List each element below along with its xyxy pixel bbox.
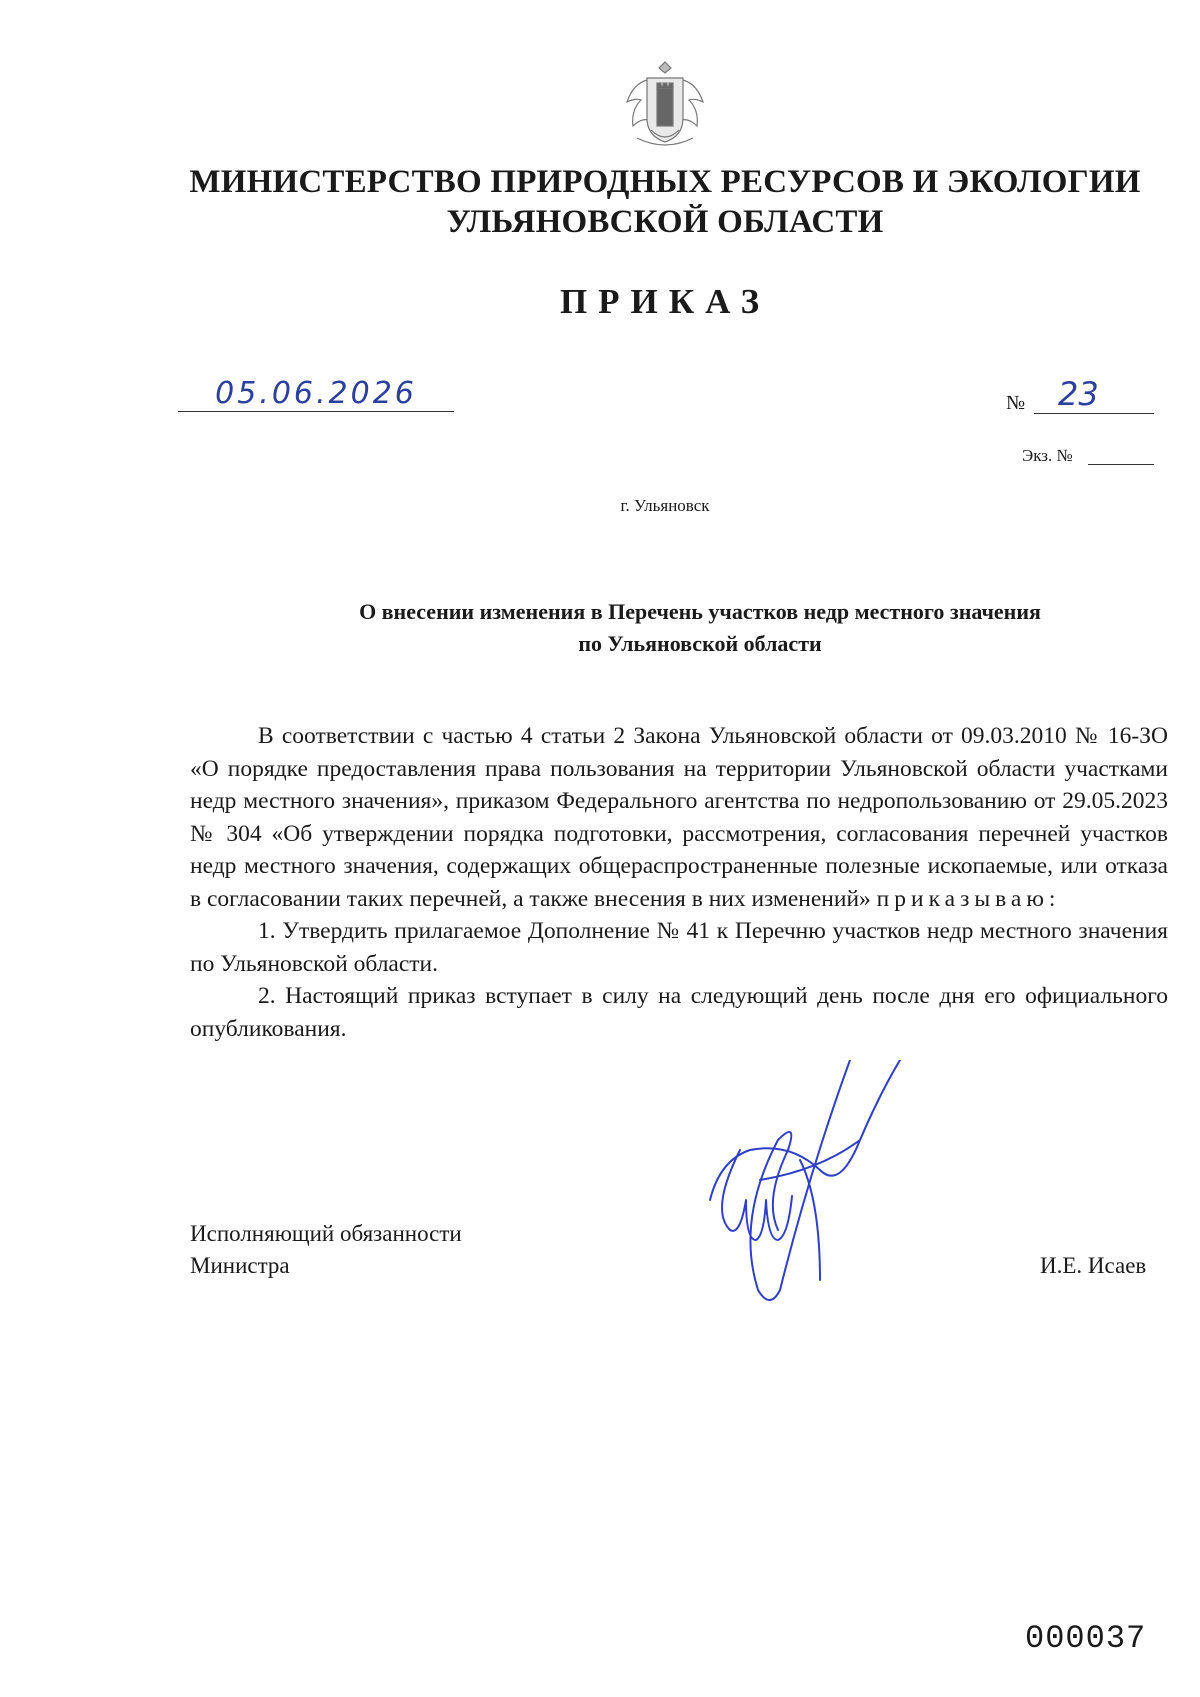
preamble-text: В соответствии с частью 4 статьи 2 Закона Ульяновской области от 09.03.2010 № 16-ЗО «О порядке предоставления права пользования на территории Ульяновской области участками недр местного значения», приказом Федерального агентства по недропользованию от 29.05.2023 № 304 «Об утверждении порядка подготовки, рассмотрения, согласования перечней участков недр местного значения, содержащих общераспространенные полезные ископаемые, или отказа в согласовании таких перечней, а также внесения в них изменений» — [190, 723, 1168, 912]
order-number-sign: № — [1006, 392, 1026, 414]
order-date: 05.06.2026 — [215, 376, 417, 411]
document-type-title: ПРИКАЗ — [559, 282, 771, 321]
order-date-field — [178, 377, 454, 412]
order-body — [190, 720, 1168, 1045]
copy-number-label: Экз. № — [1022, 446, 1073, 465]
order-subject-line1: О внесении изменения в Перечень участков недр местного значения — [359, 599, 1041, 624]
document-serial-number: 000037 — [1025, 1620, 1147, 1657]
preamble-paragraph — [190, 720, 1168, 915]
order-item-1: 1. Утвердить прилагаемое Дополнение № 41 к Перечню участков недр местного значения по Ульяновской области. — [190, 918, 1168, 977]
signer-position-line2: Министра — [190, 1253, 290, 1278]
ministry-name-line2: УЛЬЯНОВСКОЙ ОБЛАСТИ — [446, 204, 884, 240]
signer-position-line1: Исполняющий обязанности — [190, 1221, 462, 1246]
handwritten-signature-icon — [700, 1060, 960, 1320]
order-number: 23 — [1058, 375, 1099, 413]
copy-number-blank — [1088, 464, 1154, 465]
city: г. Ульяновск — [620, 496, 710, 515]
order-item-2: 2. Настоящий приказ вступает в силу на следующий день после дня его официального опубликования. — [190, 983, 1168, 1042]
ministry-name-line1: МИНИСТЕРСТВО ПРИРОДНЫХ РЕСУРСОВ И ЭКОЛОГИИ — [189, 164, 1141, 200]
coat-of-arms-icon — [617, 58, 713, 154]
order-subject-line2: по Ульяновской области — [578, 631, 822, 656]
order-word: приказываю: — [876, 885, 1061, 912]
order-number-field — [1034, 377, 1154, 414]
signer-name: И.Е. Исаев — [1040, 1253, 1147, 1278]
signer-position — [190, 1218, 462, 1282]
